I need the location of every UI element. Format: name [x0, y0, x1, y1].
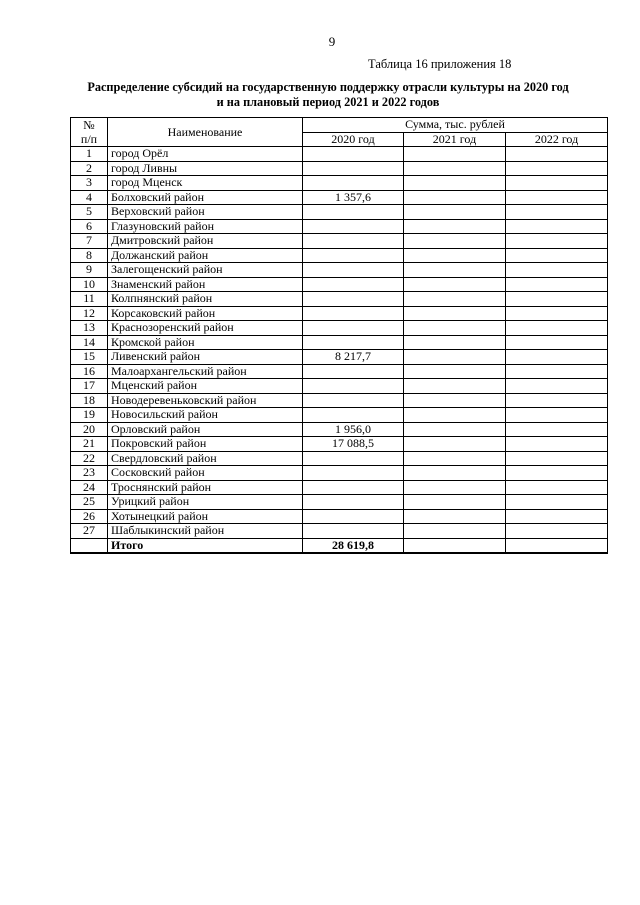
cell-num: 20 — [71, 422, 108, 437]
cell-name: Сосковский район — [108, 466, 303, 481]
table-row — [71, 190, 608, 205]
table-row — [71, 509, 608, 524]
table-row — [71, 480, 608, 495]
cell-2020 — [303, 495, 404, 510]
cell-name: город Орёл — [108, 147, 303, 162]
cell-2020 — [303, 379, 404, 394]
cell-2021 — [404, 263, 506, 278]
cell-2022 — [506, 393, 608, 408]
cell-num: 22 — [71, 451, 108, 466]
header-num: № п/п — [71, 118, 108, 147]
cell-name: Колпнянский район — [108, 292, 303, 307]
cell-num: 10 — [71, 277, 108, 292]
table-row — [71, 466, 608, 481]
cell-num: 4 — [71, 190, 108, 205]
cell-2020 — [303, 408, 404, 423]
cell-num: 17 — [71, 379, 108, 394]
cell-num: 6 — [71, 219, 108, 234]
cell-name: Краснозоренский район — [108, 321, 303, 336]
table-row — [71, 379, 608, 394]
table-row — [71, 292, 608, 307]
cell-num: 25 — [71, 495, 108, 510]
table-row — [71, 393, 608, 408]
cell-num: 1 — [71, 147, 108, 162]
cell-num: 26 — [71, 509, 108, 524]
subsidy-table — [70, 117, 608, 554]
table-row — [71, 321, 608, 336]
cell-2022 — [506, 263, 608, 278]
cell-2021 — [404, 292, 506, 307]
cell-2021 — [404, 234, 506, 249]
cell-2021 — [404, 524, 506, 539]
cell-2020: 1 956,0 — [303, 422, 404, 437]
cell-2022 — [506, 422, 608, 437]
cell-2021 — [404, 176, 506, 191]
cell-2020 — [303, 321, 404, 336]
table-row — [71, 263, 608, 278]
total-cell-2021 — [404, 538, 506, 553]
total-cell-name: Итого — [108, 538, 303, 553]
table-row — [71, 234, 608, 249]
cell-2022 — [506, 408, 608, 423]
cell-num: 9 — [71, 263, 108, 278]
cell-2022 — [506, 147, 608, 162]
table-reference: Таблица 16 приложения 18 — [368, 57, 512, 71]
cell-name: Мценский район — [108, 379, 303, 394]
cell-2022 — [506, 234, 608, 249]
cell-2021 — [404, 422, 506, 437]
cell-2021 — [404, 219, 506, 234]
total-cell-2020: 28 619,8 — [303, 538, 404, 553]
cell-2022 — [506, 495, 608, 510]
cell-num: 14 — [71, 335, 108, 350]
cell-name: Покровский район — [108, 437, 303, 452]
cell-2021 — [404, 335, 506, 350]
cell-name: Залегощенский район — [108, 263, 303, 278]
title-line-2: и на плановый период 2021 и 2022 годов — [216, 95, 440, 109]
cell-2022 — [506, 292, 608, 307]
cell-2020 — [303, 248, 404, 263]
total-row — [71, 538, 608, 553]
table-row — [71, 335, 608, 350]
table-row — [71, 364, 608, 379]
table-row — [71, 176, 608, 191]
cell-2022 — [506, 219, 608, 234]
cell-2020 — [303, 219, 404, 234]
cell-name: город Ливны — [108, 161, 303, 176]
cell-2021 — [404, 495, 506, 510]
cell-2021 — [404, 248, 506, 263]
header-2020: 2020 год — [303, 132, 404, 147]
title-line-1: Распределение субсидий на государственную поддержку отрасли культуры на 2020 год — [87, 80, 569, 94]
cell-2020 — [303, 364, 404, 379]
cell-2022 — [506, 277, 608, 292]
cell-name: Новосильский район — [108, 408, 303, 423]
table-row — [71, 277, 608, 292]
header-2022: 2022 год — [506, 132, 608, 147]
cell-2022 — [506, 321, 608, 336]
cell-2021 — [404, 306, 506, 321]
cell-num: 23 — [71, 466, 108, 481]
cell-2020 — [303, 524, 404, 539]
cell-2022 — [506, 437, 608, 452]
cell-2021 — [404, 364, 506, 379]
cell-2022 — [506, 466, 608, 481]
cell-num: 8 — [71, 248, 108, 263]
table-row — [71, 350, 608, 365]
cell-2021 — [404, 147, 506, 162]
cell-num: 24 — [71, 480, 108, 495]
cell-num: 11 — [71, 292, 108, 307]
cell-name: Верховский район — [108, 205, 303, 220]
cell-num: 27 — [71, 524, 108, 539]
cell-num: 7 — [71, 234, 108, 249]
cell-num: 18 — [71, 393, 108, 408]
cell-2020 — [303, 205, 404, 220]
cell-2022 — [506, 451, 608, 466]
cell-name: Должанский район — [108, 248, 303, 263]
table-row — [71, 408, 608, 423]
cell-name: Знаменский район — [108, 277, 303, 292]
cell-name: Орловский район — [108, 422, 303, 437]
page-number: 9 — [328, 34, 336, 49]
cell-2022 — [506, 176, 608, 191]
table-row — [71, 205, 608, 220]
cell-2021 — [404, 408, 506, 423]
cell-num: 16 — [71, 364, 108, 379]
cell-2022 — [506, 205, 608, 220]
cell-2021 — [404, 451, 506, 466]
cell-name: Корсаковский район — [108, 306, 303, 321]
cell-2022 — [506, 509, 608, 524]
total-cell-num — [71, 538, 108, 553]
header-row-1 — [71, 118, 608, 133]
cell-2022 — [506, 524, 608, 539]
cell-name: Болховский район — [108, 190, 303, 205]
cell-2022 — [506, 306, 608, 321]
cell-2020 — [303, 393, 404, 408]
cell-name: Глазуновский район — [108, 219, 303, 234]
cell-2021 — [404, 161, 506, 176]
cell-num: 2 — [71, 161, 108, 176]
cell-2022 — [506, 350, 608, 365]
cell-2021 — [404, 190, 506, 205]
cell-2022 — [506, 161, 608, 176]
document-title — [68, 80, 588, 110]
cell-2021 — [404, 509, 506, 524]
cell-2020 — [303, 335, 404, 350]
cell-num: 15 — [71, 350, 108, 365]
cell-num: 5 — [71, 205, 108, 220]
cell-name: Шаблыкинский район — [108, 524, 303, 539]
cell-name: Малоархангельский район — [108, 364, 303, 379]
cell-2020 — [303, 234, 404, 249]
cell-2022 — [506, 190, 608, 205]
table-row — [71, 495, 608, 510]
cell-name: Новодеревеньковский район — [108, 393, 303, 408]
cell-2020 — [303, 147, 404, 162]
cell-2020 — [303, 277, 404, 292]
cell-2022 — [506, 335, 608, 350]
header-2021: 2021 год — [404, 132, 506, 147]
cell-2021 — [404, 277, 506, 292]
cell-num: 12 — [71, 306, 108, 321]
table-row — [71, 451, 608, 466]
cell-2020: 8 217,7 — [303, 350, 404, 365]
cell-2020: 17 088,5 — [303, 437, 404, 452]
cell-2021 — [404, 321, 506, 336]
cell-name: Ливенский район — [108, 350, 303, 365]
cell-2021 — [404, 480, 506, 495]
table-row — [71, 248, 608, 263]
cell-num: 19 — [71, 408, 108, 423]
cell-name: Кромской район — [108, 335, 303, 350]
cell-2020 — [303, 306, 404, 321]
cell-2020 — [303, 466, 404, 481]
cell-2021 — [404, 437, 506, 452]
total-cell-2022 — [506, 538, 608, 553]
header-name: Наименование — [108, 118, 303, 147]
table-row — [71, 524, 608, 539]
cell-2020: 1 357,6 — [303, 190, 404, 205]
cell-name: город Мценск — [108, 176, 303, 191]
cell-2020 — [303, 451, 404, 466]
cell-name: Свердловский район — [108, 451, 303, 466]
cell-2020 — [303, 263, 404, 278]
table-row — [71, 437, 608, 452]
table-row — [71, 422, 608, 437]
cell-2020 — [303, 176, 404, 191]
cell-2022 — [506, 248, 608, 263]
cell-name: Урицкий район — [108, 495, 303, 510]
cell-name: Хотынецкий район — [108, 509, 303, 524]
cell-2020 — [303, 480, 404, 495]
cell-2020 — [303, 161, 404, 176]
cell-2020 — [303, 292, 404, 307]
cell-2021 — [404, 379, 506, 394]
cell-num: 21 — [71, 437, 108, 452]
cell-num: 3 — [71, 176, 108, 191]
cell-2020 — [303, 509, 404, 524]
cell-2021 — [404, 393, 506, 408]
cell-2022 — [506, 480, 608, 495]
cell-name: Дмитровский район — [108, 234, 303, 249]
cell-2022 — [506, 379, 608, 394]
table-row — [71, 306, 608, 321]
header-sum: Сумма, тыс. рублей — [303, 118, 608, 133]
cell-2021 — [404, 350, 506, 365]
cell-num: 13 — [71, 321, 108, 336]
table-row — [71, 147, 608, 162]
cell-2021 — [404, 205, 506, 220]
table-row — [71, 219, 608, 234]
cell-name: Троснянский район — [108, 480, 303, 495]
cell-2021 — [404, 466, 506, 481]
cell-2022 — [506, 364, 608, 379]
table-row — [71, 161, 608, 176]
